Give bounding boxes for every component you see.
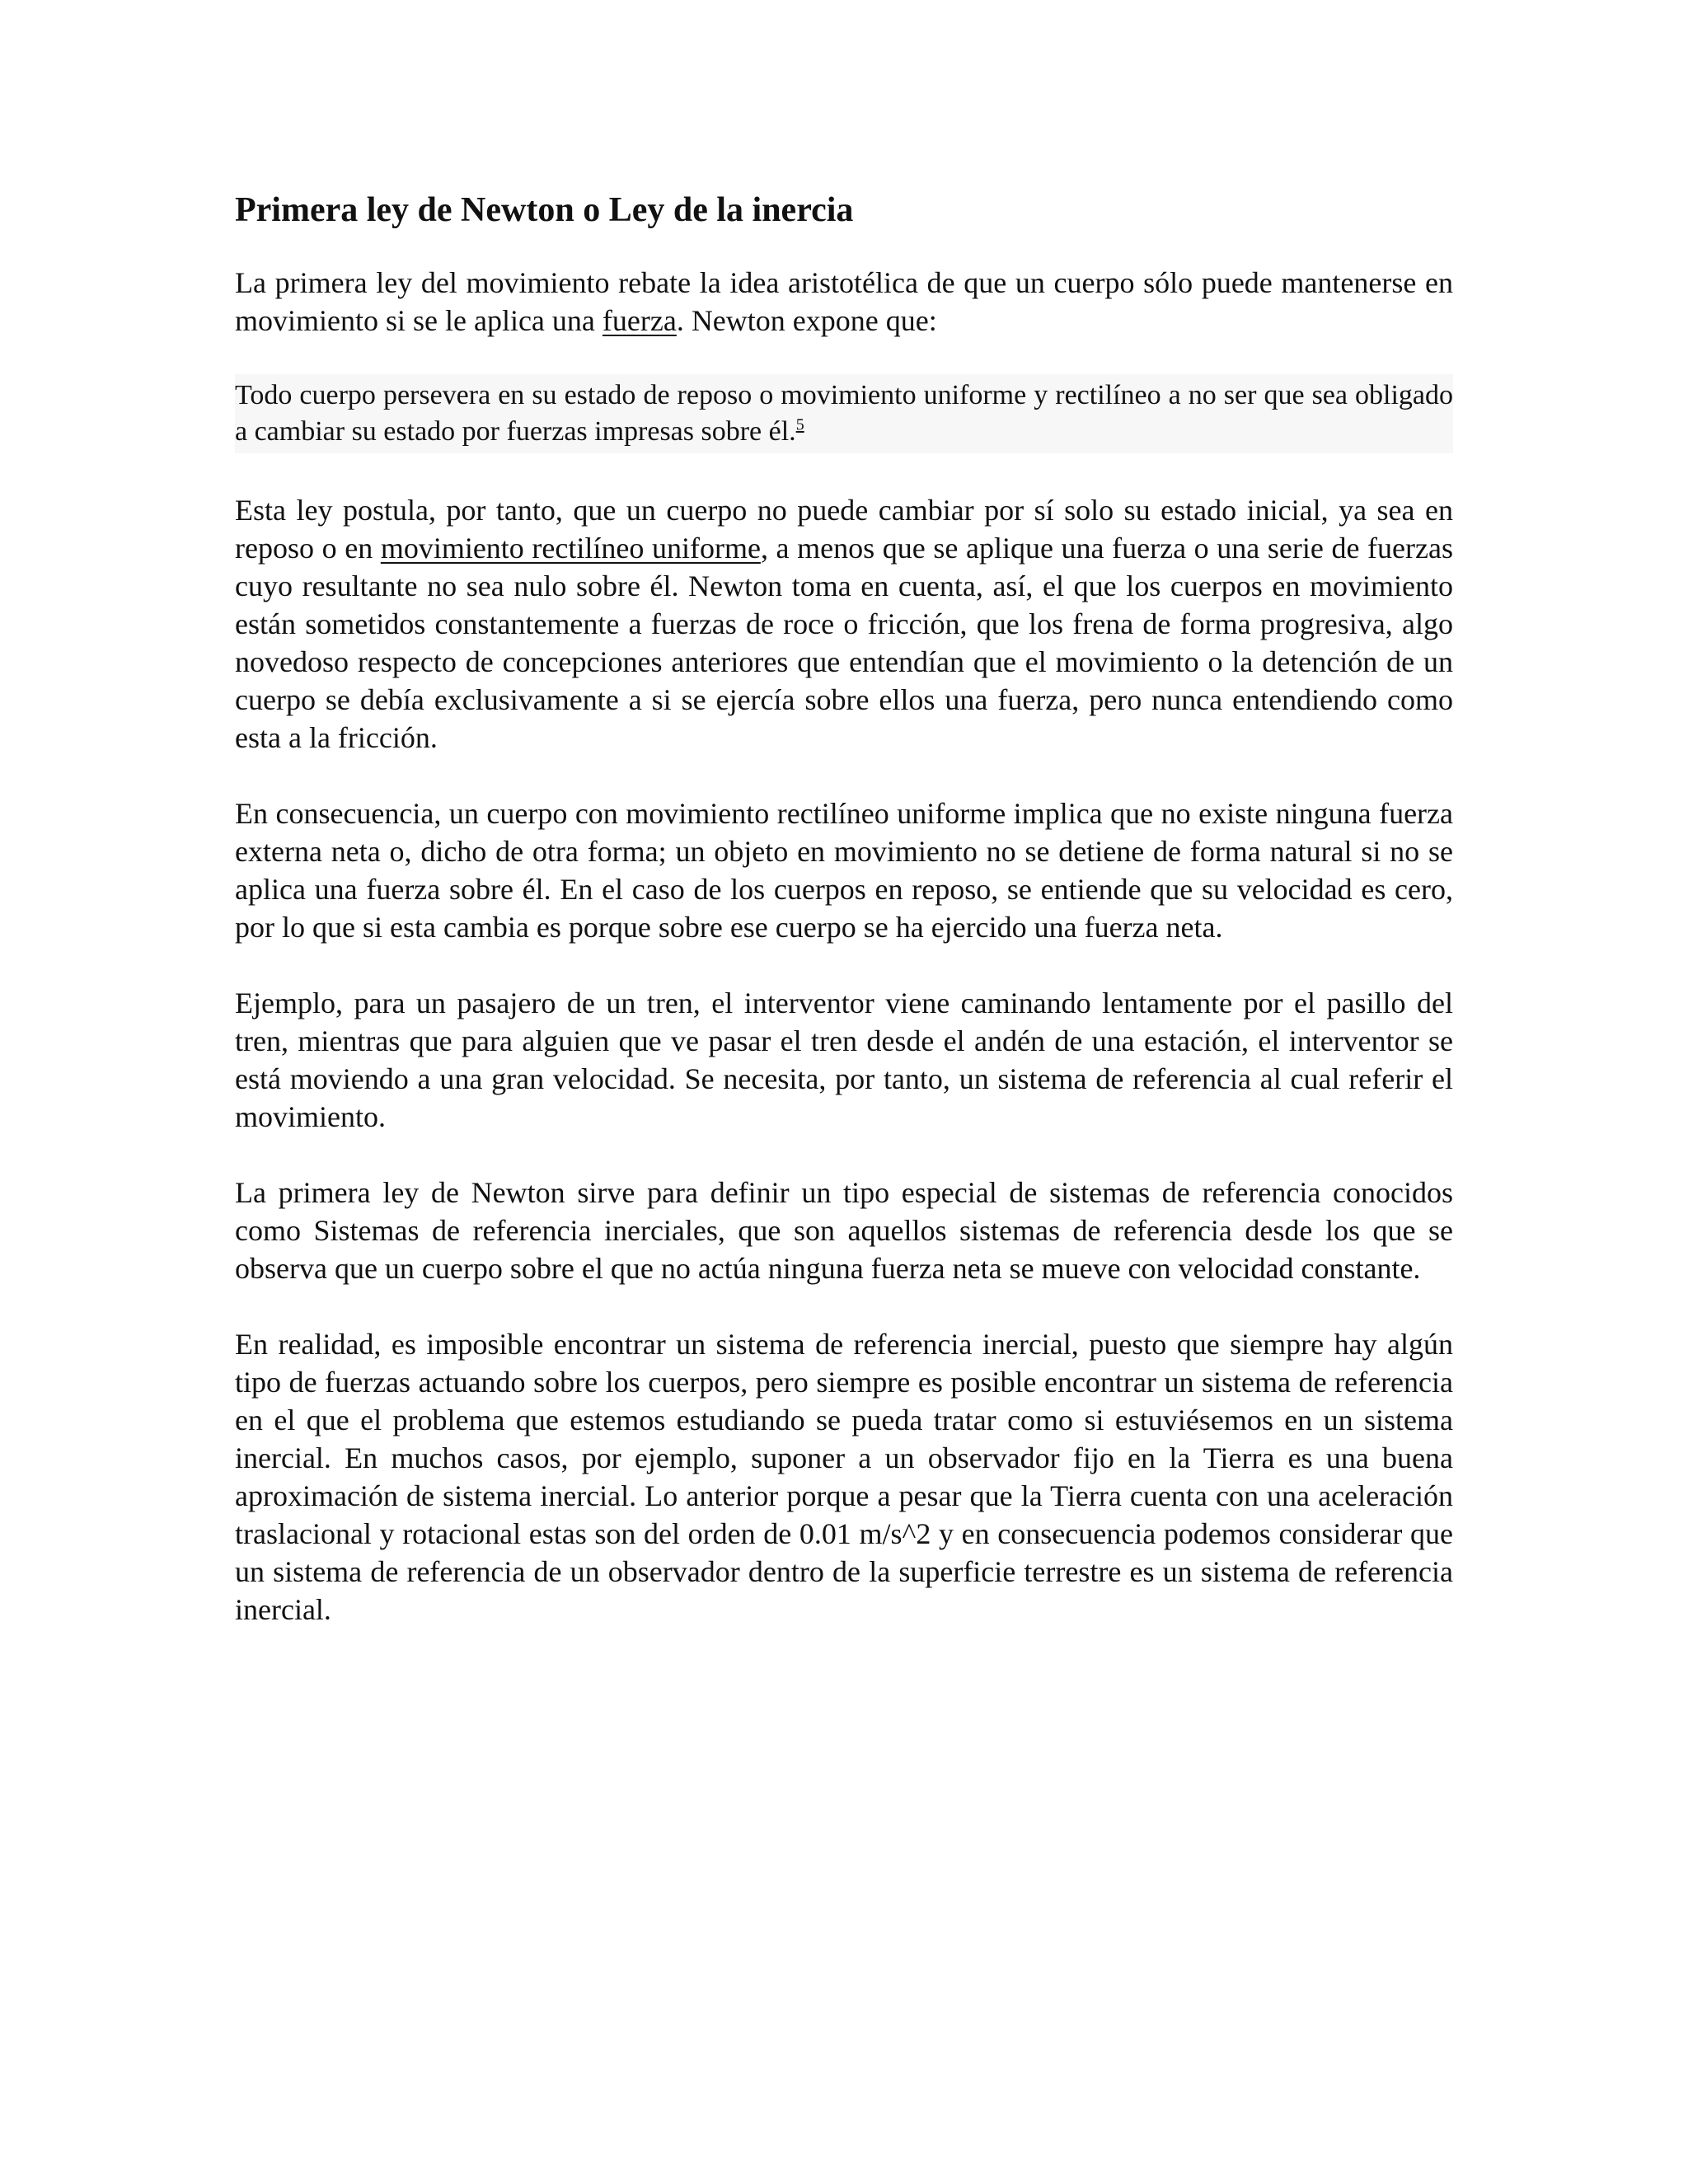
mru-link[interactable]: movimiento rectilíneo uniforme: [380, 532, 761, 565]
intro-paragraph: [235, 264, 1453, 340]
fuerza-link[interactable]: fuerza: [602, 304, 677, 338]
paragraph-4: Ejemplo, para un pasajero de un tren, el interventor viene caminando lentamente por el pasillo del tren, mientras que para alguien que ve pasar el tren desde el andén de una estación, el interventor se está moviendo a una gran velocidad. Se necesita, por tanto, un sistema de referencia al cual referir el movimiento.: [235, 987, 1453, 1134]
newton-quote: [235, 374, 1453, 453]
intro-text-after: . Newton expone que:: [676, 304, 937, 338]
paragraph-5: La primera ley de Newton sirve para definir un tipo especial de sistemas de referencia conocidos como Sistemas de referencia inerciales, que son aquellos sistemas de referencia desde los que se observa que un cuerpo sobre el que no actúa ninguna fuerza neta se mueve con velocidad constante.: [235, 1176, 1453, 1286]
intro-text-before: La primera ley del movimiento rebate la idea aristotélica de que un cuerpo sólo puede mantenerse en movimiento si se le aplica una: [235, 266, 1453, 338]
paragraph-6: En realidad, es imposible encontrar un sistema de referencia inercial, puesto que siempre hay algún tipo de fuerzas actuando sobre los cuerpos, pero siempre es posible encontrar un sistema de referencia en el que el problema que estemos estudiando se pueda tratar como si estuviésemos en un sistema inercial. En muchos casos, por ejemplo, suponer a un observador fijo en la Tierra es una buena aproximación de sistema inercial. Lo anterior porque a pesar que la Tierra cuenta con una aceleración traslacional y rotacional estas son del orden de 0.01 m/s^2 y en consecuencia podemos considerar que un sistema de referencia de un observador dentro de la superficie terrestre es un sistema de referencia inercial.: [235, 1328, 1453, 1627]
paragraph-2: [235, 491, 1453, 757]
paragraph-2-after: , a menos que se aplique una fuerza o una serie de fuerzas cuyo resultante no sea nulo sobre él. Newton toma en cuenta, así, el que los cuerpos en movimiento están sometidos constantemente a fuerzas de roce o fricción, que los frena de forma progresiva, algo novedoso respecto de concepciones anteriores que entendían que el movimiento o la detención de un cuerpo se debía exclusivamente a si se ejercía sobre ellos una fuerza, pero nunca entendiendo como esta a la fricción.: [235, 532, 1453, 755]
document-page: [235, 190, 1453, 1629]
quote-text: Todo cuerpo persevera en su estado de reposo o movimiento uniforme y rectilíneo a no ser que sea obligado a cambiar su estado por fuerzas impresas sobre él.: [235, 380, 1453, 448]
footnote-ref-link[interactable]: 5: [795, 416, 804, 435]
page-title: Primera ley de Newton o Ley de la inercia: [235, 191, 854, 229]
paragraph-3: En consecuencia, un cuerpo con movimiento rectilíneo uniforme implica que no existe ninguna fuerza externa neta o, dicho de otra forma; un objeto en movimiento no se detiene de forma natural si no se aplica una fuerza sobre él. En el caso de los cuerpos en reposo, se entiende que su velocidad es cero, por lo que si esta cambia es porque sobre ese cuerpo se ha ejercido una fuerza neta.: [235, 797, 1453, 944]
paragraph-2-before: Esta ley postula, por tanto, que un cuerpo no puede cambiar por sí solo su estado inicial, ya sea en reposo o en: [235, 494, 1453, 565]
